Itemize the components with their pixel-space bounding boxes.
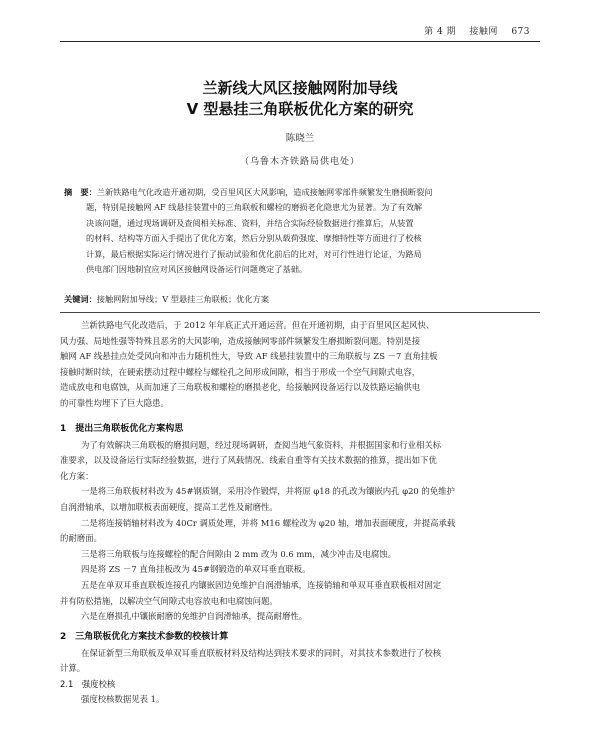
paper-title-line-2: V 型悬挂三角联板优化方案的研究 bbox=[186, 100, 414, 118]
abstract-line: 摘 要：兰新铁路电气化改造开通初期，受百里风区大风影响，造成接触网零部件频繁发生磨损断裂问 bbox=[64, 187, 433, 197]
page-number: 673 bbox=[511, 27, 530, 37]
header-rule bbox=[60, 41, 540, 42]
list-item: 五是在单双耳垂直联板连接孔内镶嵌固边免维护自润滑轴承，连接销轴和单双耳垂直联板相对固定 bbox=[81, 579, 442, 590]
subsection-heading: 2.1 强度校核 bbox=[60, 678, 116, 689]
list-item-cont: 并有防松措施，以解决空气间隙式电容放电和电腐蚀问题。 bbox=[60, 595, 278, 606]
section-1 bbox=[60, 422, 540, 625]
body-line: 化方案： bbox=[60, 470, 94, 481]
list-item: 三是将三角联板与连接螺栓的配合间隙由 2 mm 改为 0.6 mm，减少冲击及电腐蚀。 bbox=[81, 548, 396, 559]
section-heading: 2 三角联板优化方案技术参数的校核计算 bbox=[60, 632, 229, 642]
abstract-line: 供电部门因地制宜应对风区接触网设备运行问题奠定了基础。 bbox=[86, 263, 308, 274]
abstract-label: 摘 要： bbox=[64, 187, 97, 197]
abstract-line: 题，特别是接触网 AF 线悬挂装置中的三角联板和螺栓的磨损老化隐患尤为显著。为了有效解 bbox=[86, 202, 423, 213]
running-header-text bbox=[414, 24, 530, 37]
body-line: 触网 AF 线悬挂点处受风向和冲击力随机性大，导致 AF 线悬挂装置中的三角联板与 ZS －7 直角挂板 bbox=[60, 351, 438, 362]
keywords bbox=[64, 294, 540, 305]
body-line: 为了有效解决三角联板的磨损问题，经过现场调研，查阅当地气象资料，并根据国家和行业相关标 bbox=[81, 439, 442, 450]
section-2 bbox=[60, 630, 540, 708]
keywords-text: 接触网附加导线；V 型悬挂三角联板；优化方案 bbox=[96, 294, 270, 304]
intro-paragraph bbox=[60, 318, 540, 412]
paper-title-line-1: 兰新线大风区接触网附加导线 bbox=[202, 79, 398, 97]
list-item: 二是将连接销轴材料改为 40Cr 调质处理，并将 M16 螺栓改为 φ20 轴，增加表面硬度，并提高承载 bbox=[81, 517, 456, 528]
list-item-cont: 的耐磨面。 bbox=[60, 533, 102, 544]
body-line: 接触时断时续，在硬索摆动过程中螺栓与螺栓孔之间形成间隙，相当于形成一个空气间隙式电容， bbox=[60, 366, 421, 377]
journal-name: 接触网 bbox=[469, 27, 498, 37]
body-line: 的可靠性均埋下了巨大隐患。 bbox=[60, 397, 169, 408]
list-item: 一是将三角联板材料改为 45#钢质钢，采用冷作锻焊，并将原 φ18 的孔改为镶嵌内孔 φ20 的免维护 bbox=[81, 486, 455, 497]
abstract-line: 的材料、结构等方面入手提出了优化方案，然后分别从载荷强度、摩擦特性等方面进行了校核 bbox=[86, 233, 422, 244]
list-item: 四是将 ZS －7 直角挂板改为 45#钢锻造的单双耳垂直联板。 bbox=[81, 564, 311, 575]
body-line: 兰新铁路电气化改造后，于 2012 年年底正式开通运营。但在开通初期，由于百里风区起风快、 bbox=[81, 320, 435, 330]
body-line: 计算。 bbox=[60, 663, 86, 674]
issue-number: 第 4 期 bbox=[424, 27, 457, 37]
body-line: 在保证新型三角联板及单双耳垂直联板材料及结构达到技术要求的同时，对其技术参数进行了校核 bbox=[81, 647, 442, 658]
author-affiliation: （乌鲁木齐铁路局供电处） bbox=[239, 157, 360, 167]
body-line: 准要求，以及设备运行实际经验数据，进行了风载情况、线索自重等有关技术数据的推算，提出如下优 bbox=[60, 455, 437, 466]
section-heading: 1 提出三角联板优化方案构思 bbox=[60, 424, 184, 434]
body-line: 风力强、局地性强等特殊且恶劣的大风影响，造成接触网零部件频繁发生磨损断裂问题。特别是接 bbox=[60, 335, 421, 346]
keywords-label: 关键词： bbox=[64, 294, 97, 304]
abstract bbox=[64, 185, 540, 277]
running-header bbox=[60, 8, 540, 48]
body-line: 造成放电和电腐蚀，从而加速了三角联板和螺栓的磨损老化，给接触网设备运行以及铁路运输供电 bbox=[60, 382, 421, 393]
author-name: 陈晓兰 bbox=[285, 133, 315, 144]
abstract-line: 计算，最后根据实际运行情况进行了振动试验和优化前后的比对，对可行性进行论证，为路局 bbox=[86, 248, 422, 259]
list-item-cont: 自润滑轴承，以增加联板表面硬度，提高工艺性及耐磨性。 bbox=[60, 501, 278, 512]
list-item: 六是在磨损孔中镶嵌耐磨的免维护自润滑轴承，提高耐磨性。 bbox=[81, 611, 308, 622]
abstract-line: 决该问题，通过现场调研及查阅相关标准、资料，并结合实际经验数据进行推算后，从装置 bbox=[86, 217, 414, 228]
section-divider bbox=[60, 312, 540, 313]
body-line: 强度校核数据见表 1。 bbox=[81, 694, 165, 705]
